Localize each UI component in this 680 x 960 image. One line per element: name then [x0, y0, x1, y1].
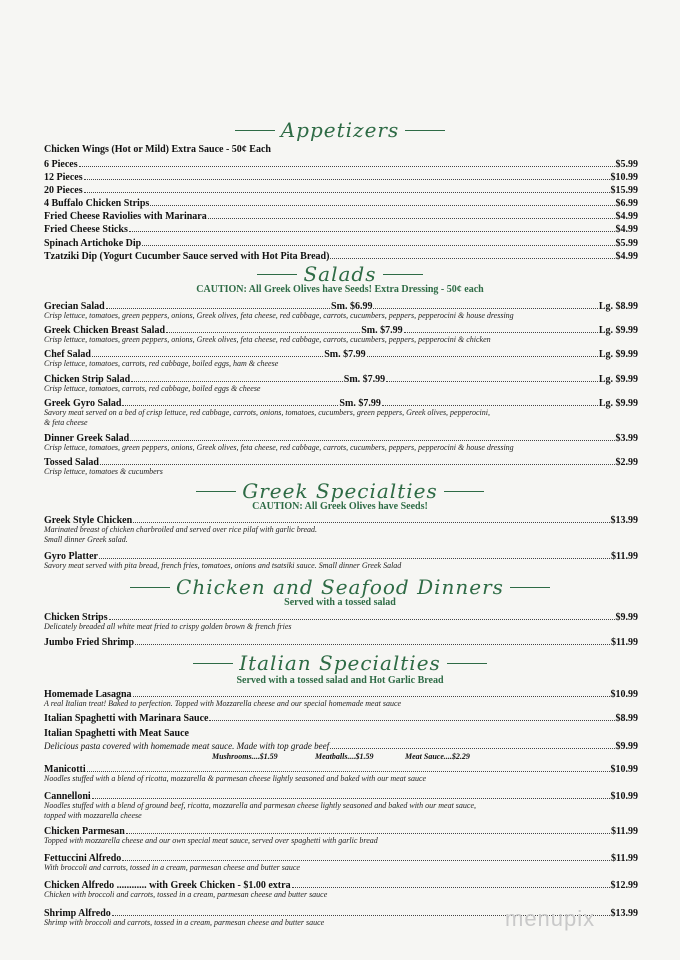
menu-item: Fettuccini Alfredo $11.99	[44, 853, 638, 864]
menu-item: 20 Pieces $15.99	[44, 185, 638, 196]
menu-item: Manicotti $10.99	[44, 764, 638, 775]
italian-title: Italian Specialties	[239, 651, 441, 675]
menu-item: 6 Pieces $5.99	[44, 159, 638, 170]
menu-item: Greek Gyro Salad Sm. $7.99 Lg. $9.99	[44, 398, 638, 409]
menu-item: Tzatziki Dip (Yogurt Cucumber Sauce served with Hot Pita Bread) $4.99	[44, 251, 638, 262]
item-description: A real Italian treat! Baked to perfection. Topped with Mozzarella cheese and our special homemade meat sauce	[44, 699, 402, 708]
menu-item: Gyro Platter $11.99	[44, 551, 638, 562]
menu-item: Spinach Artichoke Dip $5.99	[44, 238, 638, 249]
menu-item: Chicken Parmesan $11.99	[44, 826, 638, 837]
menu-item: Cannelloni $10.99	[44, 791, 638, 802]
menu-item: Homemade Lasagna $10.99	[44, 689, 638, 700]
menu-item: 12 Pieces $10.99	[44, 172, 638, 183]
extra-meatballs: Meatballs....$1.59	[315, 752, 374, 761]
item-description: With broccoli and carrots, tossed in a cream, parmesan cheese and butter sauce	[44, 863, 300, 872]
item-description: Noodles stuffed with a blend of ricotta, mozzarella & parmesan cheese lightly seasoned and baked with our meat sauce	[44, 774, 427, 783]
greek-header	[0, 479, 680, 503]
item-description: Crisp lettuce, tomatoes, green peppers, onions, Greek olives, feta cheese, red cabbage, carrots, cucumbers, peppers, pepperocini & house dressing	[44, 443, 514, 452]
item-description: Crisp lettuce, tomatoes, green peppers, onions, Greek olives, feta cheese, red cabbage, carrots, cucumbers, peppers, pepperocini & chicken	[44, 335, 491, 344]
menu-item: Grecian Salad Sm. $6.99 Lg. $8.99	[44, 301, 638, 312]
item-description: Savory meat served with pita bread, french fries, tomatoes, onions and tsatsiki sauce. Small dinner Greek Salad	[44, 561, 402, 570]
item-description: Delicately breaded all white meat fried to crispy golden brown & french fries	[44, 622, 292, 631]
item-description: & feta cheese	[44, 418, 88, 427]
menu-item: Dinner Greek Salad $3.99	[44, 433, 638, 444]
extra-mushrooms: Mushrooms....$1.59	[212, 752, 278, 761]
italian-subtitle: Served with a tossed salad and Hot Garlic Bread	[236, 675, 444, 686]
item-description: Crisp lettuce, tomatoes, carrots, red cabbage, boiled eggs, ham & cheese	[44, 359, 279, 368]
item-description: Chicken with broccoli and carrots, tossed in a cream, parmesan cheese and butter sauce	[44, 890, 328, 899]
menu-item: Tossed Salad $2.99	[44, 457, 638, 468]
seafood-subtitle: Served with a tossed salad	[284, 597, 396, 608]
item-description: topped with mozzarella cheese	[44, 811, 142, 820]
menu-item: Fried Cheese Raviolies with Marinara $4.99	[44, 211, 638, 222]
item-description: Crisp lettuce, tomatoes, carrots, red cabbage, boiled eggs & cheese	[44, 384, 261, 393]
menu-item: Chicken Wings (Hot or Mild) Extra Sauce - 50¢ Each	[44, 144, 271, 155]
menu-item: Shrimp Alfredo $13.99	[44, 908, 638, 919]
menu-item: Greek Style Chicken $13.99	[44, 515, 638, 526]
menu-item: Delicious pasta covered with homemade meat sauce. Made with top grade beef $9.99	[44, 741, 638, 752]
menu-item: Fried Cheese Sticks $4.99	[44, 224, 638, 235]
menu-item: Chicken Alfredo ............ with Greek Chicken - $1.00 extra $12.99	[44, 880, 638, 891]
menu-item: Italian Spaghetti with Meat Sauce	[44, 728, 189, 739]
item-description: Marinated breast of chicken charbroiled and served over rice pilaf with garlic bread.	[44, 525, 318, 534]
seafood-header	[0, 575, 680, 599]
menupix-watermark: menupix	[505, 906, 596, 931]
salads-title: Salads	[303, 262, 377, 286]
item-description: Savory meat served on a bed of crisp lettuce, red cabbage, carrots, onions, tomatoes, cucumbers, green peppers, Greek olives, pepperocini,	[44, 408, 490, 417]
greek-title: Greek Specialties	[242, 479, 438, 503]
item-description: Crisp lettuce, tomatoes, green peppers, onions, Greek olives, feta cheese, red cabbage, carrots, cucumbers, peppers, pepperocini & house dressing	[44, 311, 514, 320]
extra-meatsauce: Meat Sauce....$2.29	[405, 752, 470, 761]
appetizers-header	[0, 118, 680, 142]
salads-header	[0, 262, 680, 286]
menu-item: Chicken Strip Salad Sm. $7.99 Lg. $9.99	[44, 374, 638, 385]
menu-item: Jumbo Fried Shrimp $11.99	[44, 637, 638, 648]
salads-caution: CAUTION: All Greek Olives have Seeds! Extra Dressing - 50¢ each	[196, 284, 484, 295]
menu-item: 4 Buffalo Chicken Strips $6.99	[44, 198, 638, 209]
italian-header	[0, 651, 680, 675]
item-description: Small dinner Greek salad.	[44, 535, 128, 544]
menu-item: Chicken Strips $9.99	[44, 612, 638, 623]
menu-item: Italian Spaghetti with Marinara Sauce $8.99	[44, 713, 638, 724]
item-description: Shrimp with broccoli and carrots, tossed in a cream, parmesan cheese and butter sauce	[44, 918, 325, 927]
menu-item: Greek Chicken Breast Salad Sm. $7.99 Lg. $9.99	[44, 325, 638, 336]
item-description: Topped with mozzarella cheese and our own special meat sauce, served over spaghetti with garlic bread	[44, 836, 378, 845]
appetizers-title: Appetizers	[280, 118, 400, 142]
seafood-title: Chicken and Seafood Dinners	[176, 575, 504, 599]
item-description: Crisp lettuce, tomatoes & cucumbers	[44, 467, 163, 476]
menu-item: Chef Salad Sm. $7.99 Lg. $9.99	[44, 349, 638, 360]
item-description: Noodles stuffed with a blend of ground beef, ricotta, mozzarella and parmesan cheese lightly seasoned and baked with our meat sauce,	[44, 801, 477, 810]
greek-caution: CAUTION: All Greek Olives have Seeds!	[252, 501, 428, 512]
